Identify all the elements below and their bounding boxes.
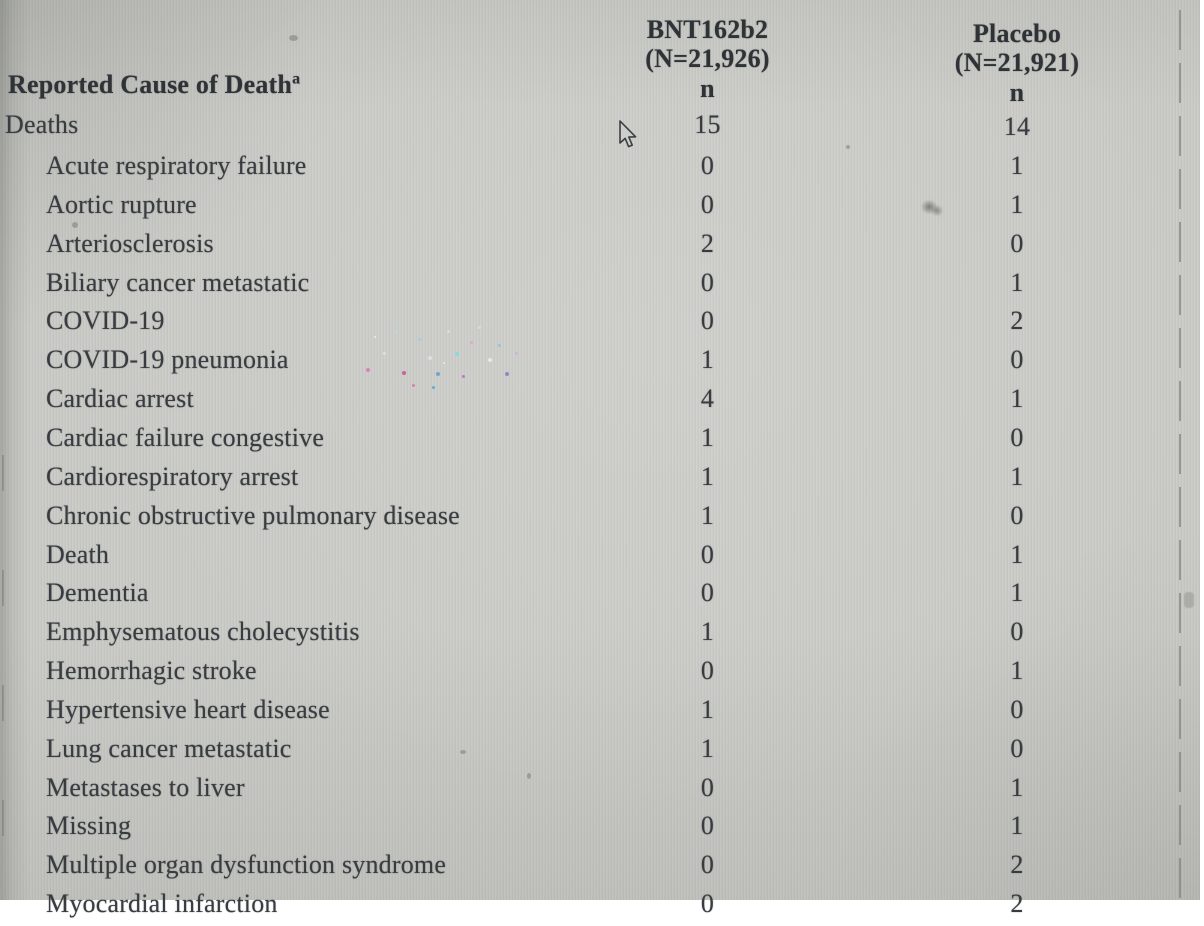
cause-label: Arteriosclerosis [46,228,214,258]
table-row [0,460,1200,499]
bnt162b2-value: 2 [700,228,715,258]
cause-label: Chronic obstructive pulmonary disease [46,500,460,530]
bnt162b2-value: 1 [700,500,715,530]
bnt162b2-value: 0 [700,539,715,569]
cause-label: Missing [46,811,132,841]
table-row [0,382,1200,421]
placebo-value: 1 [1010,267,1024,297]
bnt162b2-value: 0 [700,267,715,297]
placebo-value: 1 [1010,656,1024,686]
placebo-value: 0 [1010,694,1024,724]
placebo-value: 1 [1010,578,1024,608]
column-subheader-placebo-n-total: (N=21,921) [954,48,1080,77]
table-row [0,538,1200,577]
column-unit-bnt162b2: n [700,74,715,103]
cause-label: Multiple organ dysfunction syndrome [46,850,447,880]
placebo-value: 1 [1010,384,1024,414]
summary-value-bnt162b2: 15 [694,110,721,139]
cause-label: Death [46,539,110,569]
bnt162b2-value: 0 [700,772,715,802]
placebo-value: 1 [1010,811,1024,841]
placebo-value: 1 [1010,539,1024,569]
bnt162b2-value: 0 [700,889,715,919]
cause-label: Acute respiratory failure [46,151,307,180]
table-row [0,227,1200,266]
column-unit-placebo: n [1009,78,1025,107]
table-row [0,576,1200,615]
cause-label: Hypertensive heart disease [46,694,330,724]
cause-label: Metastases to liver [46,772,245,802]
cause-label: Biliary cancer metastatic [46,267,310,297]
table-row [0,654,1200,693]
cause-label: Cardiac arrest [46,384,194,414]
cause-label: Hemorrhagic stroke [46,656,257,686]
cause-label: Dementia [46,578,149,608]
summary-value-placebo: 14 [1003,112,1031,141]
bnt162b2-value: 4 [700,384,715,414]
table-row [0,266,1200,305]
bnt162b2-value: 1 [700,345,715,375]
table-row [0,809,1200,848]
table-row [0,848,1200,887]
table-row [0,887,1200,926]
table-row [0,771,1200,810]
placebo-value: 0 [1010,228,1024,258]
placebo-value: 0 [1010,500,1024,530]
placebo-value: 1 [1010,772,1024,802]
cause-label: Emphysematous cholecystitis [46,617,360,647]
dust-speck [846,145,850,149]
dust-speck [527,773,531,779]
bnt162b2-value: 0 [700,811,715,841]
bnt162b2-value: 0 [700,850,715,880]
cause-label: COVID-19 pneumonia [46,345,289,375]
placebo-value: 1 [1010,189,1024,219]
row-stub-header-label: Reported Cause of Death [8,70,293,99]
placebo-value: 0 [1010,733,1024,763]
bnt162b2-value: 0 [700,151,715,180]
cause-label: COVID-19 [46,306,165,336]
cause-label: Cardiorespiratory arrest [46,461,299,491]
dust-speck [460,750,466,754]
screen-edge-mark-artifact [1184,592,1194,608]
summary-row-label: Deaths [5,110,79,139]
table-row [0,304,1200,343]
placebo-value: 2 [1010,850,1024,880]
table-row [0,693,1200,732]
dust-speck [289,35,298,41]
placebo-value: 1 [1010,151,1024,180]
dust-speck [72,222,78,228]
placebo-value: 0 [1010,422,1024,452]
table-row [0,499,1200,538]
screen-smudge-artifact [918,197,946,219]
placebo-value: 1 [1010,461,1024,491]
bnt162b2-value: 0 [700,578,715,608]
cause-label: Lung cancer metastatic [46,733,292,763]
table-row [0,188,1200,227]
placebo-value: 2 [1010,306,1024,336]
bnt162b2-value: 0 [700,656,715,686]
bnt162b2-value: 1 [700,422,715,452]
table-row [0,615,1200,654]
cause-label: Myocardial infarction [46,889,278,919]
table-row [0,732,1200,771]
column-header-placebo: Placebo [972,19,1062,48]
bnt162b2-value: 1 [700,694,715,724]
bnt162b2-value: 0 [700,189,715,219]
table-row [0,149,1200,188]
placebo-value: 2 [1010,889,1024,919]
footnote-marker: a [292,70,301,88]
bnt162b2-value: 1 [700,461,715,491]
arrow-cursor-icon [615,119,641,151]
placebo-value: 0 [1010,617,1024,647]
bnt162b2-value: 1 [700,733,715,763]
cause-label: Cardiac failure congestive [46,422,325,452]
bnt162b2-value: 1 [700,617,715,647]
placebo-value: 0 [1010,345,1024,375]
cause-label: Aortic rupture [46,189,197,219]
column-subheader-bnt162b2-n-total: (N=21,926) [645,44,770,73]
bnt162b2-value: 0 [700,306,715,336]
column-header-bnt162b2: BNT162b2 [646,15,769,44]
table-row [0,343,1200,382]
table-row [0,421,1200,460]
row-stub-header [8,71,300,99]
